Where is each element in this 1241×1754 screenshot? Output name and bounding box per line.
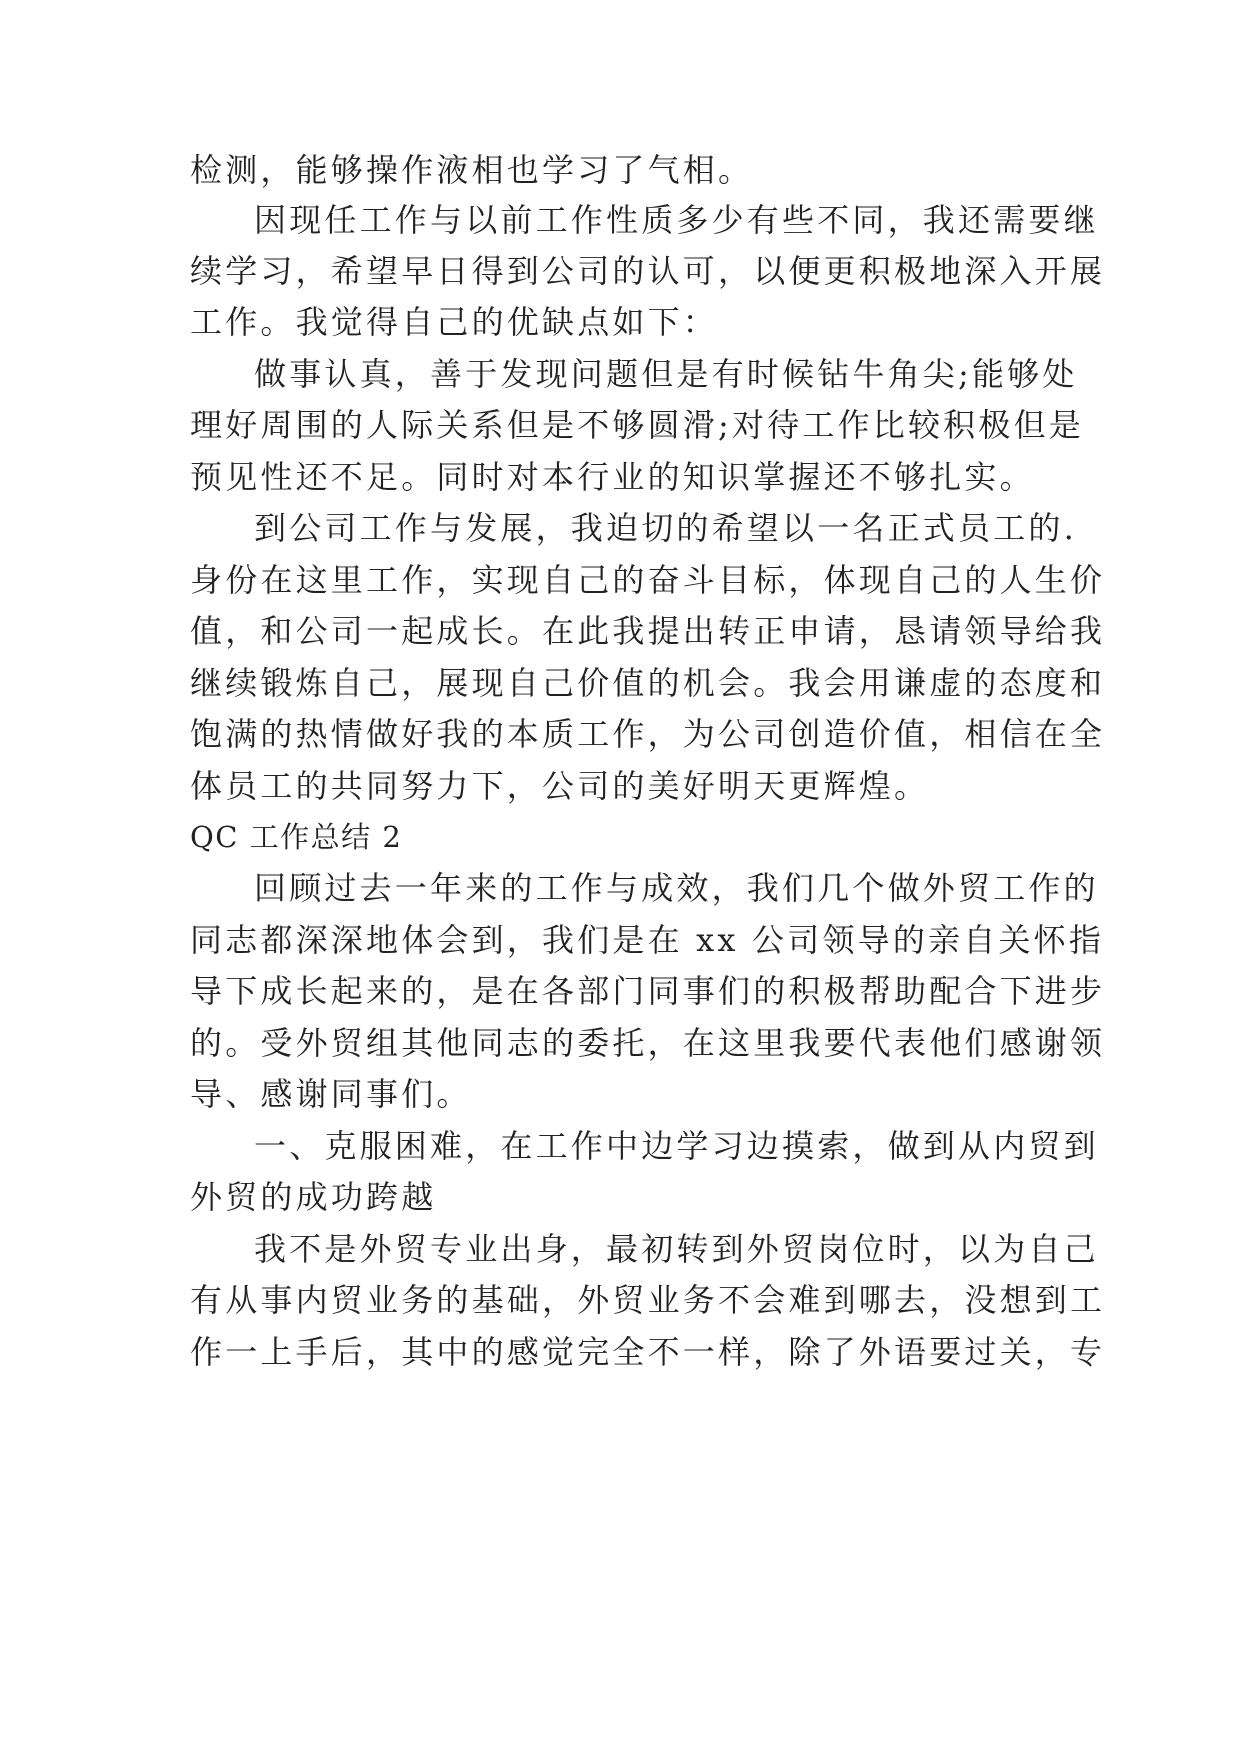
paragraph-first-line: 到公司工作与发展，我迫切的希望以一名正式员工的.: [254, 509, 1077, 547]
text-line: 值，和公司一起成长。在此我提出转正申请，恳请领导给我: [190, 612, 1106, 650]
text-line: 理好周围的人际关系但是不够圆滑;对待工作比较积极但是: [190, 406, 1084, 444]
text-line: 身份在这里工作，实现自己的奋斗目标，体现自己的人生价: [190, 561, 1106, 599]
text-line: 体员工的共同努力下，公司的美好明天更辉煌。: [190, 767, 930, 805]
text-line: 预见性还不足。同时对本行业的知识掌握还不够扎实。: [190, 458, 1035, 496]
text-line: 同志都深深地体会到，我们是在 xx 公司领导的亲自关怀指: [190, 921, 1105, 959]
text-line: 工作。我觉得自己的优缺点如下：: [190, 303, 719, 341]
paragraph-first-line: 做事认真，善于发现问题但是有时候钻牛角尖;能够处: [254, 355, 1078, 393]
paragraph-first-line: 因现任工作与以前工作性质多少有些不同，我还需要继: [254, 201, 1099, 239]
text-line: 导下成长起来的，是在各部门同事们的积极帮助配合下进步: [190, 972, 1106, 1010]
text-line: 继续锻炼自己，展现自己价值的机会。我会用谦虚的态度和: [190, 664, 1106, 702]
paragraph-first-line: 回顾过去一年来的工作与成效，我们几个做外贸工作的: [254, 869, 1099, 907]
text-line: 外贸的成功跨越: [190, 1178, 437, 1216]
section-heading: QC 工作总结 2: [190, 820, 403, 854]
text-line: 有从事内贸业务的基础，外贸业务不会难到哪去，没想到工: [190, 1281, 1106, 1319]
paragraph-first-line: 一、克服困难，在工作中边学习边摸索，做到从内贸到: [254, 1127, 1099, 1165]
text-line: 导、感谢同事们。: [190, 1075, 472, 1113]
text-line: 续学习，希望早日得到公司的认可，以便更积极地深入开展: [190, 252, 1106, 290]
text-line: 的。受外贸组其他同志的委托，在这里我要代表他们感谢领: [190, 1024, 1106, 1062]
text-line: 检测，能够操作液相也学习了气相。: [190, 151, 754, 189]
text-line: 作一上手后，其中的感觉完全不一样，除了外语要过关，专: [190, 1333, 1106, 1371]
paragraph-first-line: 我不是外贸专业出身，最初转到外贸岗位时，以为自己: [254, 1230, 1099, 1268]
text-line: 饱满的热情做好我的本质工作，为公司创造价值，相信在全: [190, 715, 1106, 753]
